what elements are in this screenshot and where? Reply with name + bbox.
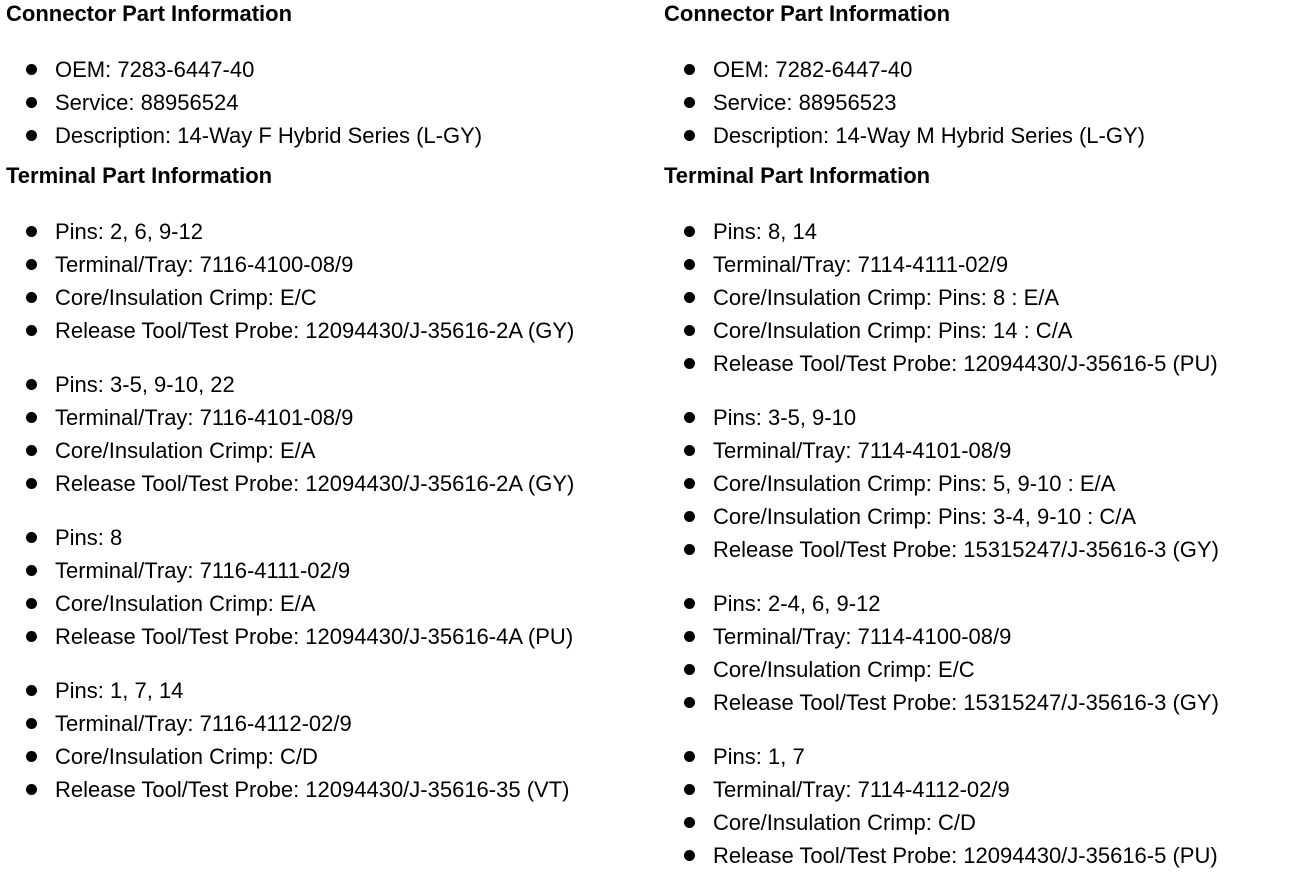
terminal-item-text: Core/Insulation Crimp: C/D (713, 810, 976, 835)
terminal-item (6, 620, 656, 653)
terminal-item (664, 215, 1304, 248)
connector-part-heading: Connector Part Information (664, 1, 951, 26)
terminal-item-text: Terminal/Tray: 7114-4100-08/9 (713, 624, 1012, 649)
terminal-item-text: Core/Insulation Crimp: Pins: 5, 9-10 : E/A (713, 471, 1116, 496)
terminal-item (6, 674, 656, 707)
terminal-item (6, 587, 656, 620)
terminal-item-text: Core/Insulation Crimp: E/C (55, 285, 317, 310)
terminal-group (6, 215, 656, 347)
terminal-item-text: Core/Insulation Crimp: E/C (713, 657, 975, 682)
terminal-item-text: Terminal/Tray: 7116-4112-02/9 (55, 711, 352, 736)
bullet-icon (684, 226, 695, 237)
terminal-item-text: Pins: 2-4, 6, 9-12 (713, 591, 881, 616)
bullet-icon (684, 664, 695, 675)
connector-part-item (6, 53, 656, 86)
terminal-item (664, 533, 1304, 566)
bullet-icon (684, 64, 695, 75)
terminal-item-text: Core/Insulation Crimp: Pins: 14 : C/A (713, 318, 1073, 343)
terminal-item (6, 314, 656, 347)
connector-part-text: OEM: 7283-6447-40 (55, 57, 255, 82)
terminal-item (664, 587, 1304, 620)
bullet-icon (26, 784, 37, 795)
terminal-item (664, 281, 1304, 314)
bullet-icon (26, 631, 37, 642)
terminal-item (6, 434, 656, 467)
terminal-item-text: Core/Insulation Crimp: E/A (55, 438, 316, 463)
terminal-item-text: Core/Insulation Crimp: Pins: 8 : E/A (713, 285, 1060, 310)
bullet-icon (26, 64, 37, 75)
terminal-item (664, 314, 1304, 347)
bullet-icon (684, 751, 695, 762)
terminal-item-text: Release Tool/Test Probe: 12094430/J-35616-4A (PU) (55, 624, 574, 649)
bullet-icon (684, 544, 695, 555)
terminal-item-text: Terminal/Tray: 7114-4101-08/9 (713, 438, 1012, 463)
bullet-icon (26, 412, 37, 423)
terminal-item-text: Core/Insulation Crimp: Pins: 3-4, 9-10 : C/A (713, 504, 1137, 529)
connector-part-item (6, 119, 656, 152)
bullet-icon (26, 379, 37, 390)
connector-part-list (6, 53, 656, 152)
terminal-item-text: Terminal/Tray: 7114-4112-02/9 (713, 777, 1010, 802)
connector-part-text: Service: 88956523 (713, 90, 897, 115)
connector-part-item (6, 86, 656, 119)
bullet-icon (26, 685, 37, 696)
terminal-item (6, 740, 656, 773)
bullet-icon (684, 697, 695, 708)
terminal-item-text: Pins: 8 (55, 525, 123, 550)
terminal-item (6, 554, 656, 587)
connector-part-text: Description: 14-Way F Hybrid Series (L-GY) (55, 123, 483, 148)
terminal-group (6, 674, 656, 806)
bullet-icon (26, 751, 37, 762)
connector-part-list (664, 53, 1304, 152)
terminal-item-text: Pins: 8, 14 (713, 219, 817, 244)
terminal-item-text: Release Tool/Test Probe: 15315247/J-35616-3 (GY) (713, 690, 1219, 715)
bullet-icon (26, 292, 37, 303)
terminal-item-text: Release Tool/Test Probe: 12094430/J-35616-5 (PU) (713, 843, 1218, 868)
bullet-icon (684, 292, 695, 303)
terminal-group (6, 521, 656, 653)
terminal-item-text: Release Tool/Test Probe: 15315247/J-35616-3 (GY) (713, 537, 1219, 562)
terminal-item-text: Pins: 1, 7, 14 (55, 678, 184, 703)
terminal-item (664, 740, 1304, 773)
connector-part-text: Description: 14-Way M Hybrid Series (L-GY) (713, 123, 1145, 148)
terminal-group (664, 215, 1304, 380)
terminal-item (664, 686, 1304, 719)
bullet-icon (26, 532, 37, 543)
bullet-icon (26, 325, 37, 336)
right-column (664, 0, 1304, 872)
terminal-item (6, 773, 656, 806)
terminal-item (664, 773, 1304, 806)
bullet-icon (26, 445, 37, 456)
terminal-item (6, 215, 656, 248)
terminal-part-heading: Terminal Part Information (664, 163, 931, 188)
connector-part-text: OEM: 7282-6447-40 (713, 57, 913, 82)
terminal-group (664, 740, 1304, 872)
bullet-icon (26, 718, 37, 729)
bullet-icon (684, 358, 695, 369)
terminal-part-heading: Terminal Part Information (6, 163, 273, 188)
connector-part-item (664, 86, 1304, 119)
connector-part-item (664, 119, 1304, 152)
bullet-icon (26, 478, 37, 489)
terminal-item-text: Terminal/Tray: 7116-4101-08/9 (55, 405, 354, 430)
terminal-item-text: Pins: 3-5, 9-10, 22 (55, 372, 235, 397)
terminal-item (664, 653, 1304, 686)
bullet-icon (684, 445, 695, 456)
terminal-item (664, 467, 1304, 500)
terminal-item-text: Pins: 2, 6, 9-12 (55, 219, 203, 244)
connector-part-item (664, 53, 1304, 86)
terminal-item (6, 521, 656, 554)
terminal-item-text: Terminal/Tray: 7116-4100-08/9 (55, 252, 354, 277)
left-column (6, 0, 656, 806)
terminal-part-groups (664, 215, 1304, 872)
connector-part-text: Service: 88956524 (55, 90, 239, 115)
terminal-item (664, 401, 1304, 434)
terminal-item (664, 434, 1304, 467)
terminal-item (6, 281, 656, 314)
terminal-item (6, 401, 656, 434)
terminal-item-text: Release Tool/Test Probe: 12094430/J-35616-2A (GY) (55, 471, 575, 496)
bullet-icon (684, 259, 695, 270)
bullet-icon (684, 784, 695, 795)
bullet-icon (684, 325, 695, 336)
bullet-icon (684, 130, 695, 141)
bullet-icon (684, 817, 695, 828)
terminal-item-text: Core/Insulation Crimp: E/A (55, 591, 316, 616)
bullet-icon (26, 226, 37, 237)
terminal-item-text: Terminal/Tray: 7116-4111-02/9 (55, 558, 351, 583)
bullet-icon (684, 478, 695, 489)
terminal-item (664, 839, 1304, 872)
terminal-item-text: Release Tool/Test Probe: 12094430/J-35616-35 (VT) (55, 777, 570, 802)
terminal-item (6, 368, 656, 401)
bullet-icon (684, 97, 695, 108)
terminal-item (664, 806, 1304, 839)
connector-part-heading: Connector Part Information (6, 1, 293, 26)
terminal-item (6, 707, 656, 740)
bullet-icon (684, 598, 695, 609)
bullet-icon (26, 598, 37, 609)
bullet-icon (684, 631, 695, 642)
bullet-icon (684, 412, 695, 423)
terminal-group (664, 587, 1304, 719)
terminal-item-text: Terminal/Tray: 7114-4111-02/9 (713, 252, 1009, 277)
bullet-icon (26, 130, 37, 141)
terminal-item (664, 347, 1304, 380)
terminal-group (664, 401, 1304, 566)
bullet-icon (26, 565, 37, 576)
terminal-item-text: Core/Insulation Crimp: C/D (55, 744, 318, 769)
bullet-icon (26, 259, 37, 270)
terminal-part-groups (6, 215, 656, 806)
bullet-icon (684, 850, 695, 861)
terminal-item (664, 500, 1304, 533)
terminal-item (6, 467, 656, 500)
terminal-group (6, 368, 656, 500)
terminal-item-text: Release Tool/Test Probe: 12094430/J-35616-2A (GY) (55, 318, 575, 343)
terminal-item-text: Release Tool/Test Probe: 12094430/J-35616-5 (PU) (713, 351, 1218, 376)
terminal-item (6, 248, 656, 281)
bullet-icon (684, 511, 695, 522)
bullet-icon (26, 97, 37, 108)
terminal-item (664, 248, 1304, 281)
terminal-item (664, 620, 1304, 653)
terminal-item-text: Pins: 3-5, 9-10 (713, 405, 857, 430)
terminal-item-text: Pins: 1, 7 (713, 744, 805, 769)
